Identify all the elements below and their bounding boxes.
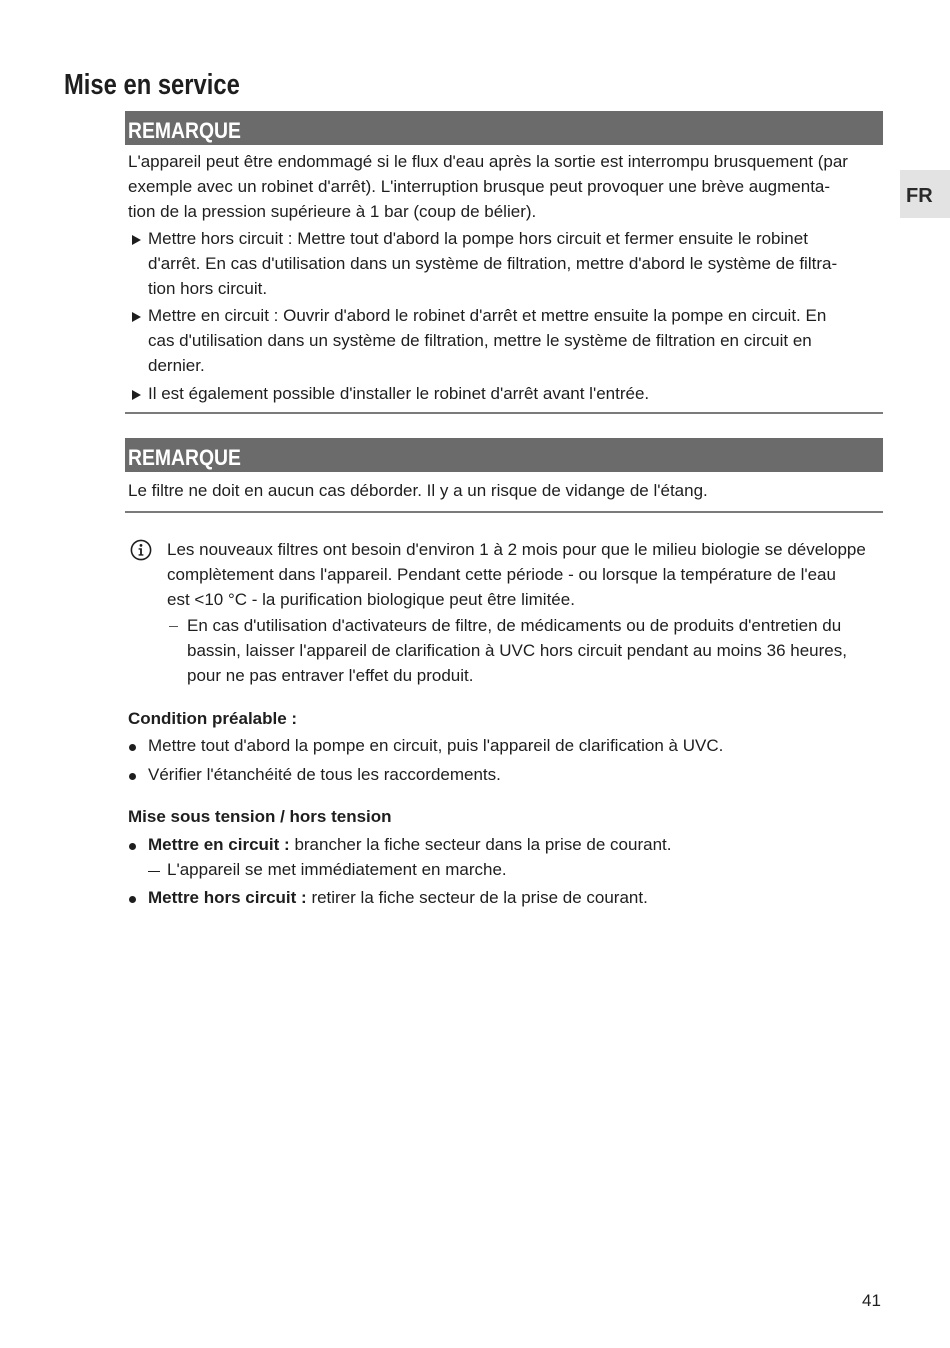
list-item-line: Mettre hors circuit : Mettre tout d'abord la pompe hors circuit et fermer ensuite le robinet xyxy=(148,229,808,248)
info-sub-item xyxy=(167,613,927,688)
list-item-line: d'arrêt. En cas d'utilisation dans un système de filtration, mettre d'abord le système de filtra- xyxy=(148,254,838,273)
list-item-line: cas d'utilisation dans un système de filtration, mettre le système de filtration en circuit en xyxy=(148,331,812,350)
power-item-text: retirer la fiche secteur de la prise de courant. xyxy=(311,888,648,907)
power-item-label: Mettre en circuit : xyxy=(148,835,290,854)
notice-text-line: tion de la pression supérieure à 1 bar (coup de bélier). xyxy=(128,202,537,221)
notice-header-label: REMARQUE xyxy=(128,118,241,143)
power-heading: Mise sous tension / hors tension xyxy=(128,807,392,826)
en-dash-marker xyxy=(169,626,178,627)
notice-divider xyxy=(125,412,883,414)
precondition-item xyxy=(128,762,918,787)
bullet-dot-icon xyxy=(129,843,136,850)
precondition-item xyxy=(128,733,918,758)
list-item-line: dernier. xyxy=(148,356,205,375)
info-sub-line: pour ne pas entraver l'effet du produit. xyxy=(187,666,474,685)
power-item xyxy=(128,885,918,910)
power-item-text: brancher la fiche secteur dans la prise de courant. xyxy=(294,835,672,854)
notice-list-item xyxy=(128,381,918,406)
notice-header-2 xyxy=(125,438,883,472)
info-text-line: Les nouveaux filtres ont besoin d'environ 1 à 2 mois pour que le milieu biologie se développe xyxy=(167,540,866,559)
info-circle-icon xyxy=(130,539,152,561)
list-item-line: Mettre tout d'abord la pompe en circuit, puis l'appareil de clarification à UVC. xyxy=(148,736,724,755)
precondition-heading: Condition préalable : xyxy=(128,709,298,728)
notice-divider xyxy=(125,511,883,513)
info-text-line: est <10 °C - la purification biologique peut être limitée. xyxy=(167,590,575,609)
list-item-line: Vérifier l'étanchéité de tous les raccordements. xyxy=(148,765,501,784)
list-item-line: Il est également possible d'installer le robinet d'arrêt avant l'entrée. xyxy=(148,384,650,403)
list-item-line: Mettre en circuit : Ouvrir d'abord le robinet d'arrêt et mettre ensuite la pompe en circuit. En xyxy=(148,306,827,325)
info-sub-line: En cas d'utilisation d'activateurs de filtre, de médicaments ou de produits d'entretien du xyxy=(187,616,842,635)
bullet-dot-icon xyxy=(129,896,136,903)
list-item-line: tion hors circuit. xyxy=(148,279,268,298)
power-result-line: L'appareil se met immédiatement en marche. xyxy=(167,860,507,879)
bullet-dot-icon xyxy=(129,744,136,751)
notice-text-line: Le filtre ne doit en aucun cas déborder. Il y a un risque de vidange de l'étang. xyxy=(128,481,708,500)
notice-body-1 xyxy=(128,149,918,406)
info-note xyxy=(167,537,927,688)
notice-text-line: exemple avec un robinet d'arrêt). L'interruption brusque peut provoquer une brève augmenta- xyxy=(128,177,831,196)
language-tab-label: FR xyxy=(906,185,933,207)
power-item xyxy=(128,832,918,857)
triangle-right-icon xyxy=(132,235,141,245)
triangle-right-icon xyxy=(132,390,141,400)
notice-header-label: REMARQUE xyxy=(128,445,241,470)
power-item-label: Mettre hors circuit : xyxy=(148,888,307,907)
em-dash-marker xyxy=(148,871,160,873)
power-item-result xyxy=(128,857,918,882)
power-section xyxy=(128,804,918,910)
power-item-line xyxy=(148,832,918,857)
notice-body-2 xyxy=(128,478,918,503)
page-title: Mise en service xyxy=(64,69,240,101)
notice-text-line: L'appareil peut être endommagé si le flux d'eau après la sortie est interrompu brusquement (par xyxy=(128,152,848,171)
triangle-right-icon xyxy=(132,312,141,322)
info-text-line: complètement dans l'appareil. Pendant cette période - ou lorsque la température de l'eau xyxy=(167,565,836,584)
info-sub-line: bassin, laisser l'appareil de clarification à UVC hors circuit pendant au moins 36 heures, xyxy=(187,641,847,660)
notice-header-1 xyxy=(125,111,883,145)
page-number: 41 xyxy=(862,1291,881,1310)
notice-list-item xyxy=(128,226,918,301)
power-item-line xyxy=(148,885,918,910)
bullet-dot-icon xyxy=(129,773,136,780)
notice-list-item xyxy=(128,303,918,378)
precondition-section xyxy=(128,706,918,787)
